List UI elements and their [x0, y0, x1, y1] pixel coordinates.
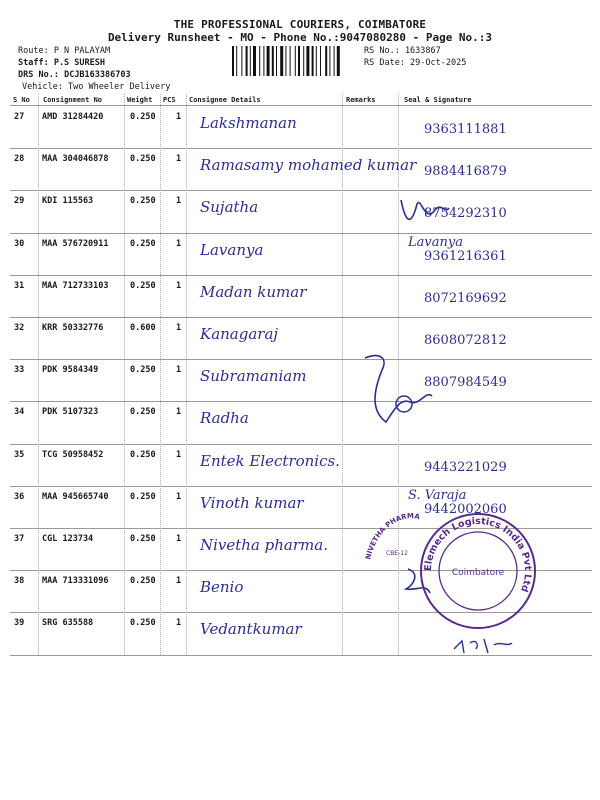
- row-consignment: KDI 115563: [42, 196, 94, 207]
- row-sno: 28: [14, 154, 25, 165]
- drs-value: DCJB163386703: [64, 70, 131, 80]
- row-sno: 35: [14, 449, 25, 460]
- row-consignee: Subramaniam: [200, 367, 307, 386]
- row-rule: [10, 275, 592, 276]
- row-rule: [10, 317, 592, 318]
- row-signature-phone: 8807984549: [424, 375, 507, 391]
- row-consignee: Lakshmanan: [200, 114, 297, 132]
- row-consignee: Madan kumar: [200, 282, 307, 301]
- row-rule: [10, 444, 592, 445]
- row-consignee: Radha: [200, 409, 249, 428]
- row-consignee: Nivetha pharma.: [200, 536, 328, 554]
- row-sno: 27: [14, 112, 25, 122]
- row-pcs: 1: [176, 154, 182, 165]
- row-consignee: Lavanya: [200, 240, 264, 259]
- row-signature-phone: 8608072812: [424, 333, 507, 348]
- row-pcs: 1: [176, 112, 182, 122]
- row-consignment: MAA 304046878: [42, 154, 109, 165]
- row-rule: [10, 190, 592, 191]
- col-pcs: PCS: [163, 96, 176, 104]
- drs-number: [18, 70, 131, 80]
- row-pcs: 1: [176, 576, 182, 587]
- row-consignment: MAA 945665740: [42, 491, 109, 502]
- stamp-inner-text: Coimbatore: [451, 568, 505, 578]
- row-sno: 38: [14, 576, 25, 587]
- row-signature: Lavanya: [408, 234, 463, 250]
- column-divider: [124, 94, 125, 655]
- row-consignment: MAA 712733103: [42, 280, 109, 291]
- row-rule: [10, 148, 592, 149]
- row-consignment: MAA 576720911: [42, 238, 109, 249]
- stamp-small-text: NIVETHA PHARMA: [364, 512, 421, 561]
- row-weight: 0.250: [130, 280, 156, 291]
- signature-date-scribble: [452, 635, 522, 660]
- row-weight: 0.250: [130, 576, 156, 587]
- row-consignee: Sujatha: [200, 198, 259, 217]
- row-pcs: 1: [176, 238, 182, 249]
- row-pcs: 1: [176, 196, 182, 207]
- row-sno: 31: [14, 280, 25, 291]
- row-signature-phone: 9442002060: [424, 501, 507, 517]
- row-signature-phone: 8072169692: [424, 290, 507, 306]
- row-sno: 32: [14, 323, 25, 333]
- row-sno: 30: [14, 238, 25, 249]
- column-divider: [160, 94, 161, 655]
- row-weight: 0.250: [130, 154, 156, 165]
- row-pcs: 1: [176, 407, 182, 418]
- col-consignment: Consignment No: [43, 96, 103, 104]
- row-sno: 33: [14, 365, 25, 376]
- col-seal: Seal & Signature: [404, 96, 472, 104]
- row-sno: 34: [14, 407, 25, 418]
- route-label: Route: P N PALAYAM: [18, 46, 111, 56]
- row-consignment: AMD 31284420: [42, 112, 104, 122]
- company-title: THE PROFESSIONAL COURIERS, COIMBATORE: [173, 18, 427, 31]
- row-weight: 0.600: [130, 323, 156, 333]
- row-consignment: CGL 123734: [42, 534, 94, 544]
- row-sno: 37: [14, 534, 25, 544]
- row-pcs: 1: [176, 491, 182, 502]
- row-sno: 29: [14, 196, 25, 207]
- row-sno: 39: [14, 618, 25, 629]
- row-consignment: TCG 50958452: [42, 449, 104, 460]
- col-consignee: Consignee Details: [189, 96, 261, 104]
- row-consignee: Entek Electronics.: [200, 451, 340, 470]
- row-consignment: MAA 713331096: [42, 576, 109, 587]
- row-weight: 0.250: [130, 238, 156, 249]
- row-signature-phone: 9884416879: [424, 164, 507, 180]
- row-consignee: Vedantkumar: [200, 620, 302, 639]
- row-pcs: 1: [176, 449, 182, 460]
- row-pcs: 1: [176, 280, 182, 291]
- staff-label: Staff: P.S SURESH: [18, 58, 105, 68]
- row-consignee: Kanagaraj: [200, 325, 279, 343]
- signature-scribble-29: [395, 190, 455, 240]
- row-weight: 0.250: [130, 618, 156, 629]
- row-weight: 0.250: [130, 534, 156, 544]
- stamp-outer-text: Elemech Logistics India Pvt Ltd: [422, 515, 534, 594]
- drs-label: DRS No.:: [18, 70, 59, 80]
- row-pcs: 1: [176, 618, 182, 629]
- vehicle-label: Vehicle: Two Wheeler Delivery: [22, 82, 171, 92]
- col-sno: S No: [13, 96, 30, 104]
- row-pcs: 1: [176, 534, 182, 544]
- row-rule: [10, 486, 592, 487]
- row-signature: S. Varaja: [408, 487, 467, 503]
- column-divider: [186, 94, 187, 655]
- row-weight: 0.250: [130, 449, 156, 460]
- rs-number: RS No.: 1633867: [364, 46, 441, 56]
- col-remarks: Remarks: [346, 96, 376, 104]
- signature-scribble-33: [360, 350, 460, 430]
- svg-text:Elemech Logistics India Pvt Lt: [423, 516, 533, 593]
- row-weight: 0.250: [130, 196, 156, 207]
- header-rule: [10, 105, 592, 106]
- company-seal-stamp: [358, 505, 543, 635]
- col-weight: Weight: [127, 96, 153, 104]
- barcode: [232, 46, 360, 76]
- row-signature-phone: 9361216361: [424, 248, 507, 264]
- row-rule: [10, 233, 592, 234]
- row-signature-phone: 9363111881: [424, 122, 507, 137]
- row-consignment: SRG 635588: [42, 618, 94, 629]
- runsheet-subtitle: Delivery Runsheet - MO - Phone No.:9047080280 - Page No.:3: [107, 31, 493, 44]
- row-consignee: Benio: [200, 578, 244, 597]
- row-consignment: KRR 50332776: [42, 323, 104, 333]
- row-rule: [10, 401, 592, 402]
- row-weight: 0.250: [130, 491, 156, 502]
- row-pcs: 1: [176, 365, 182, 376]
- row-consignment: PDK 9584349: [42, 365, 99, 376]
- column-divider: [38, 94, 39, 655]
- rs-date: RS Date: 29-Oct-2025: [364, 58, 467, 68]
- row-signature-phone: 9443221029: [424, 459, 507, 475]
- row-signature-phone: 8754292310: [424, 206, 507, 222]
- row-consignment: PDK 5107323: [42, 407, 99, 418]
- row-consignee: Vinoth kumar: [200, 493, 304, 512]
- stamp-small-sub: CBE-12: [386, 550, 408, 557]
- row-weight: 0.250: [130, 112, 156, 122]
- row-consignee: Ramasamy mohamed kumar: [200, 156, 417, 175]
- row-weight: 0.250: [130, 365, 156, 376]
- row-pcs: 1: [176, 323, 182, 333]
- row-weight: 0.250: [130, 407, 156, 418]
- row-sno: 36: [14, 491, 25, 502]
- column-divider: [342, 94, 343, 655]
- row-rule: [10, 359, 592, 360]
